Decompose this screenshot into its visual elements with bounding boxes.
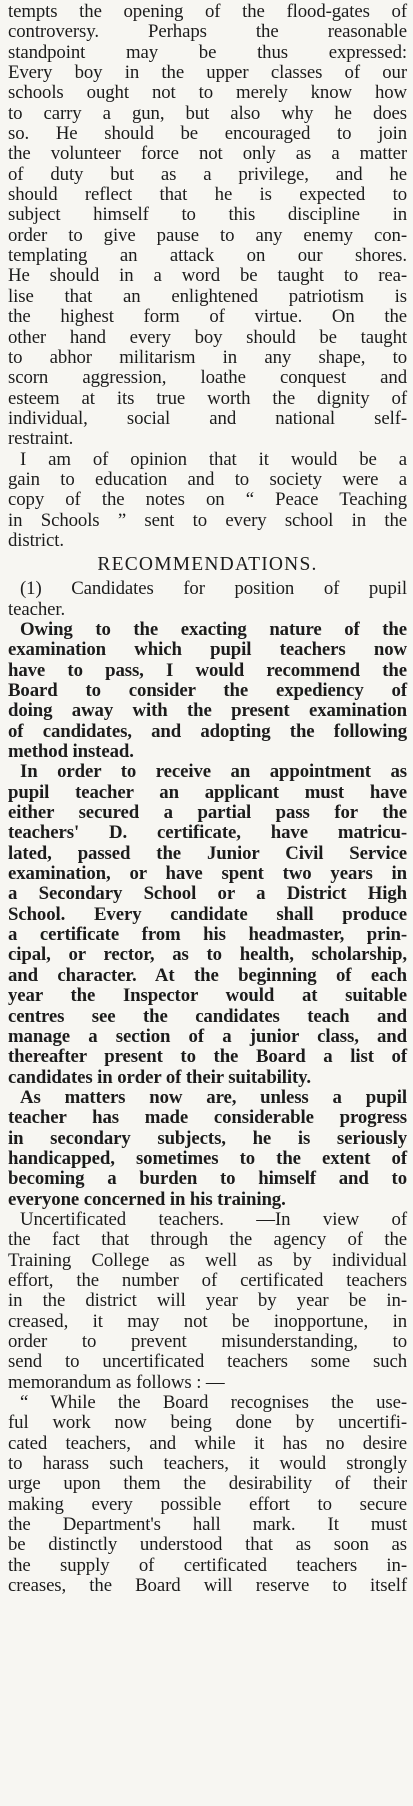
text-line: and character. At the beginning of each <box>8 964 407 986</box>
text-line: individual, social and national self- <box>8 407 407 429</box>
text-line: teacher has made considerable progress <box>8 1107 407 1129</box>
text-line: manage a section of a junior class, and <box>8 1025 407 1047</box>
text-line: “ While the Board recognises the use- <box>20 1392 407 1414</box>
opinion-paragraph <box>8 450 407 552</box>
text-line: standpoint may be thus expressed: <box>8 41 407 63</box>
text-line: teachers' D. certificate, have matricu- <box>8 822 407 844</box>
text-line: cipal, or rector, as to health, scholarship, <box>8 944 407 966</box>
text-line: the fact that through the agency of the <box>8 1229 407 1251</box>
text-line: cated teachers, and while it has no desire <box>8 1432 407 1454</box>
text-line: examination which pupil teachers now <box>8 639 407 661</box>
text-line: lated, passed the Junior Civil Service <box>8 842 407 864</box>
text-line: As matters now are, unless a pupil <box>20 1086 407 1108</box>
text-line: to abhor militarism in any shape, to <box>8 346 407 368</box>
text-line: centres see the candidates teach and <box>8 1005 407 1027</box>
text-line: templating an attack on our shores. <box>8 245 407 267</box>
text-line: Uncertificated teachers. —In view of <box>20 1208 407 1230</box>
text-line: ful work now being done by uncertifi- <box>8 1412 407 1434</box>
text-line: a Secondary School or a District High <box>8 883 407 905</box>
exacting-nature-paragraph <box>8 620 407 762</box>
text-line: esteem at its true worth the dignity of <box>8 387 407 409</box>
text-line: School. Every candidate shall produce <box>8 903 407 925</box>
text-line: I am of opinion that it would be a <box>20 448 407 470</box>
text-line: method instead. <box>8 741 134 763</box>
text-line: in the district will year by year be in- <box>8 1290 407 1312</box>
text-line: year the Inspector would at suitable <box>8 985 407 1007</box>
text-line: the supply of certificated teachers in- <box>8 1554 407 1576</box>
text-line: creased, it may not be inopportune, in <box>8 1310 407 1332</box>
text-line: district. <box>8 529 64 551</box>
text-line: everyone concerned in his training. <box>8 1188 286 1210</box>
text-line: to carry a gun, but also why he does <box>8 102 407 124</box>
text-line: in Schools ” sent to every school in the <box>8 509 407 531</box>
text-line: the highest form of virtue. On the <box>8 306 407 328</box>
recommendation-1-paragraph <box>8 579 407 620</box>
text-line: gain to education and to society were a <box>8 468 407 490</box>
text-line: have to pass, I would recommend the <box>8 659 407 681</box>
text-line: to harass such teachers, it would strongly <box>8 1453 407 1475</box>
text-line: examination, or have spent two years in <box>8 863 407 885</box>
text-line: Every boy in the upper classes of our <box>8 62 407 84</box>
text-line: controversy. Perhaps the reasonable <box>8 21 407 43</box>
text-line: the volunteer force not only as a matter <box>8 143 407 165</box>
text-line: so. He should be encouraged to join <box>8 123 407 145</box>
text-line: be distinctly understood that as soon as <box>8 1534 407 1556</box>
text-line: lise that an enlightened patriotism is <box>8 285 407 307</box>
text-line: the Department's hall mark. It must <box>8 1514 407 1536</box>
text-line: creases, the Board will reserve to itself <box>8 1575 407 1597</box>
text-line: restraint. <box>8 428 74 450</box>
section-heading: RECOMMENDATIONS. <box>97 554 318 576</box>
text-line: pupil teacher an applicant must have <box>8 781 407 803</box>
text-line: In order to receive an appointment as <box>20 761 407 783</box>
text-line: of duty but as a privilege, and he <box>8 163 407 185</box>
text-line: making every possible effort to secure <box>8 1493 407 1515</box>
text-line: effort, the number of certificated teachers <box>8 1269 407 1291</box>
text-line: other hand every boy should be taught <box>8 326 407 348</box>
text-line: order to give pause to any enemy con- <box>8 224 407 246</box>
text-line: doing away with the present examination <box>8 700 407 722</box>
text-line: in secondary subjects, he is seriously <box>8 1127 407 1149</box>
text-line: a certificate from his headmaster, prin- <box>8 924 407 946</box>
text-line: candidates in order of their suitability. <box>8 1066 312 1088</box>
text-line: handicapped, sometimes to the extent of <box>8 1147 407 1169</box>
matters-paragraph <box>8 1088 407 1210</box>
text-line: scorn aggression, loathe conquest and <box>8 367 407 389</box>
text-line: schools ought not to merely know how <box>8 82 407 104</box>
text-line: memorandum as follows : — <box>8 1371 225 1393</box>
intro-paragraph <box>8 2 407 450</box>
text-line: Board to consider the expediency of <box>8 680 407 701</box>
text-line: of candidates, and adopting the following <box>8 720 407 742</box>
uncertificated-teachers-paragraph <box>8 1210 407 1393</box>
text-line: Training College as well as by individual <box>8 1249 407 1271</box>
text-line: tempts the opening of the flood-gates of <box>8 1 407 22</box>
memorandum-paragraph <box>8 1393 407 1596</box>
text-line: urge upon them the desirability of their <box>8 1473 407 1495</box>
text-line: subject himself to this discipline in <box>8 204 407 226</box>
appointment-paragraph <box>8 762 407 1088</box>
text-line: either secured a partial pass for the <box>8 802 407 824</box>
text-line: Owing to the exacting nature of the <box>20 618 407 640</box>
text-line: send to uncertificated teachers some such <box>8 1351 407 1373</box>
text-line: order to prevent misunderstanding, to <box>8 1331 407 1352</box>
text-line: should reflect that he is expected to <box>8 184 407 206</box>
text-line: teacher. <box>8 598 66 620</box>
text-line: becoming a burden to himself and to <box>8 1168 407 1190</box>
text-line: He should in a word be taught to rea- <box>8 265 407 287</box>
text-line: copy of the notes on “ Peace Teaching <box>8 489 407 511</box>
text-line: thereafter present to the Board a list of <box>8 1046 407 1068</box>
text-line: (1) Candidates for position of pupil <box>20 578 407 600</box>
